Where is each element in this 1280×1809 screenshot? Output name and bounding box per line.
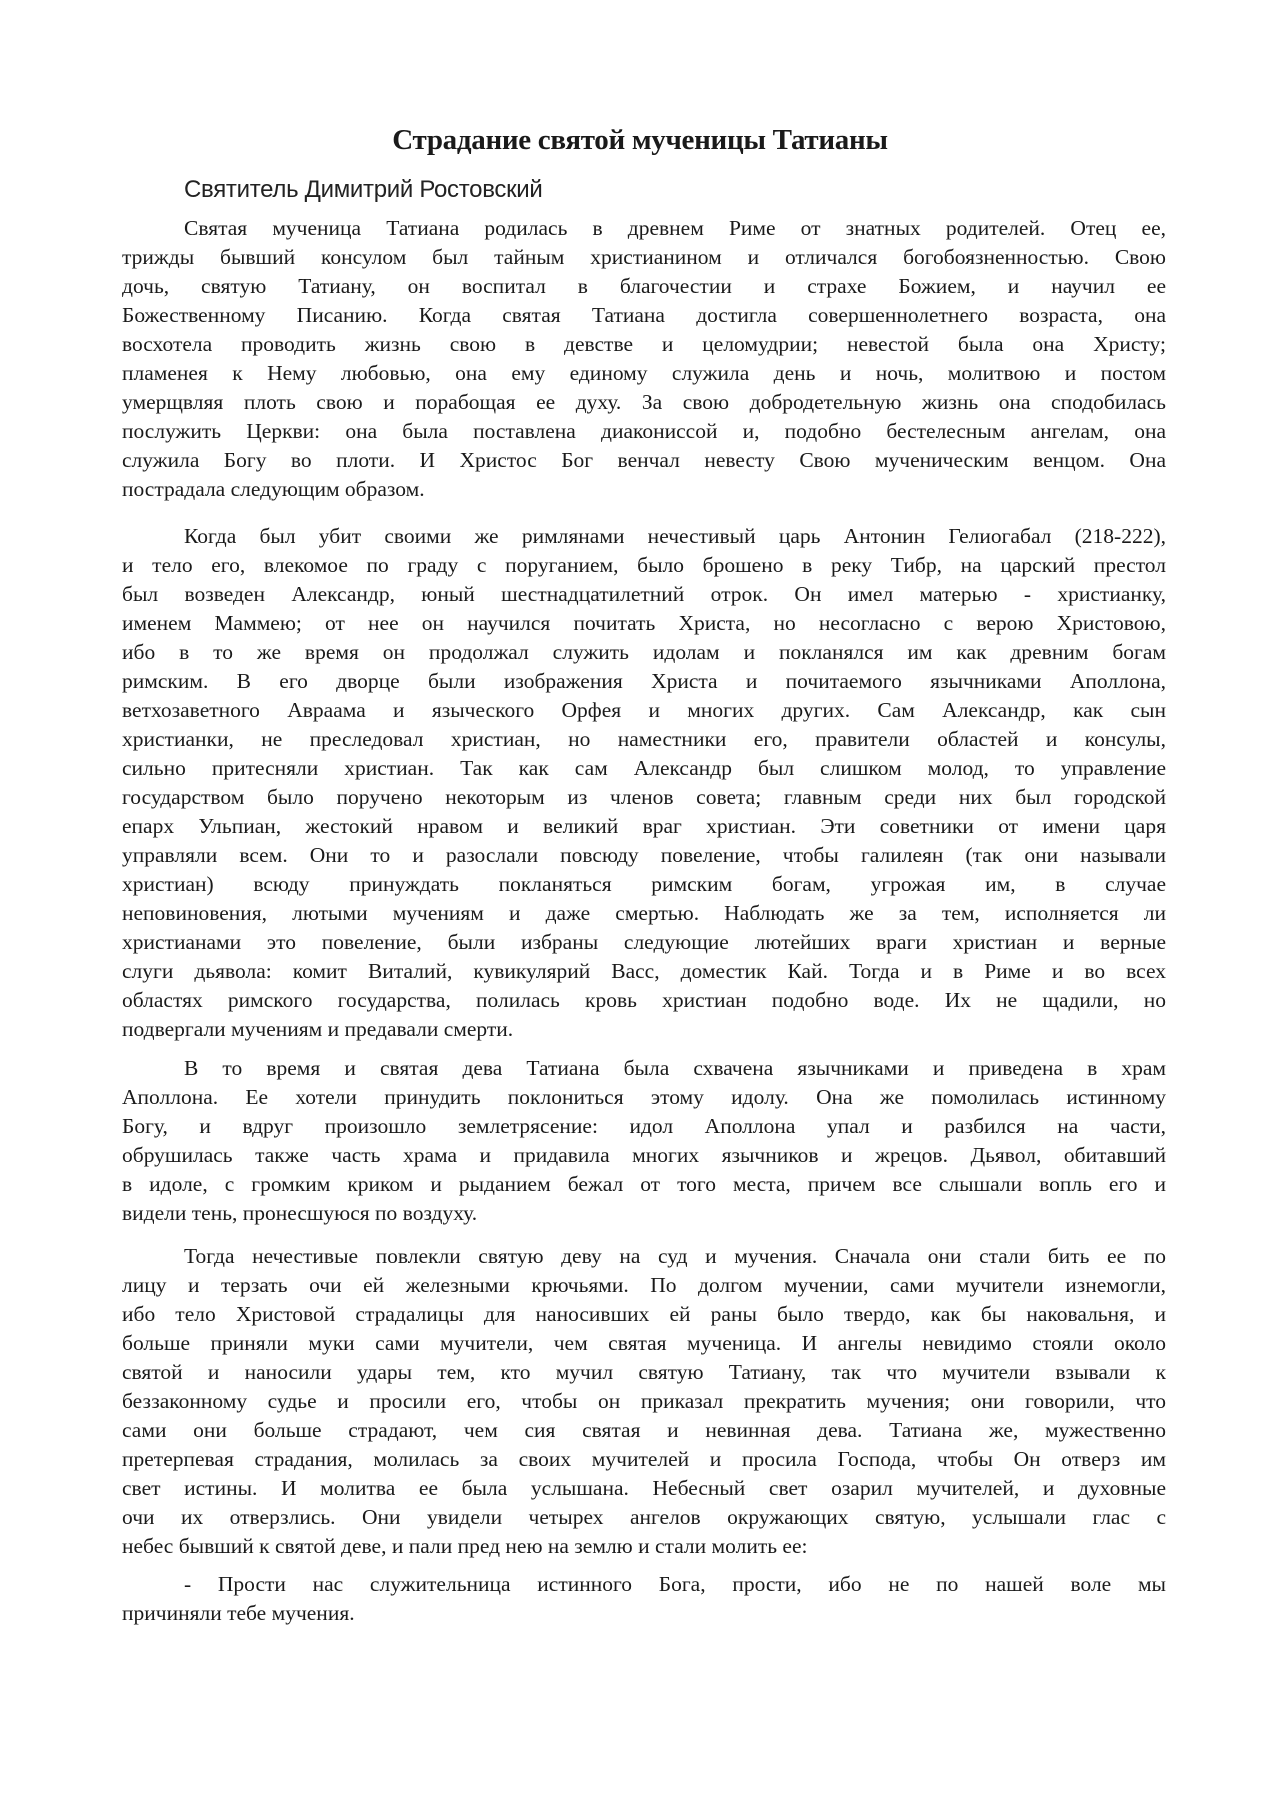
paragraph-5: [122, 1570, 1166, 1628]
text-line: обрушилась также часть храма и придавила многих язычников и жрецов. Дьявол, обитавший: [122, 1143, 1166, 1167]
paragraph-1: [122, 214, 1166, 504]
text-line: святой и наносили удары тем, кто мучил святую Татиану, так что мучители взывали к: [122, 1360, 1166, 1384]
document-title: Страдание святой мученицы Татианы: [392, 124, 888, 156]
text-line: сильно притесняли христиан. Так как сам Александр был слишком молод, то управление: [122, 756, 1166, 780]
paragraph-4: [122, 1242, 1166, 1561]
text-line: подвергали мучениям и предавали смерти.: [122, 1017, 514, 1041]
text-line: небес бывший к святой деве, и пали пред нею на землю и стали молить ее:: [122, 1534, 808, 1558]
text-line: послужить Церкви: она была поставлена диакониссой и, подобно бестелесным ангелам, она: [122, 419, 1166, 443]
text-line: именем Маммею; от нее он научился почитать Христа, но несогласно с верою Христовою,: [122, 611, 1166, 635]
paragraph-2: [122, 522, 1166, 1044]
text-line: был возведен Александр, юный шестнадцатилетний отрок. Он имел матерью - христианку,: [122, 582, 1166, 606]
text-line: епарх Ульпиан, жестокий нравом и великий враг христиан. Эти советники от имени царя: [122, 814, 1166, 838]
text-line: В то время и святая дева Татиана была схвачена язычниками и приведена в храм: [184, 1056, 1166, 1080]
text-line: свет истины. И молитва ее была услышана. Небесный свет озарил мучителей, и духовные: [122, 1476, 1166, 1500]
text-line: претерпевая страдания, молилась за своих мучителей и просила Господа, чтобы Он отверз им: [122, 1447, 1166, 1471]
text-line: ветхозаветного Авраама и языческого Орфея и многих других. Сам Александр, как сын: [122, 698, 1166, 722]
text-line: Когда был убит своими же римлянами нечестивый царь Антонин Гелиогабал (218-222),: [184, 524, 1166, 548]
text-line: Аполлона. Ее хотели принудить поклониться этому идолу. Она же помолилась истинному: [122, 1085, 1166, 1109]
text-line: дочь, святую Татиану, он воспитал в благочестии и страхе Божием, и научил ее: [122, 274, 1166, 298]
text-line: ибо тело Христовой страдалицы для наносивших ей раны было твердо, как бы наковальня, и: [122, 1302, 1166, 1326]
text-line: неповиновения, лютыми мучениям и даже смертью. Наблюдать же за тем, исполняется ли: [122, 901, 1166, 925]
text-line: христиан) всюду принуждать покланяться римским богам, угрожая им, в случае: [122, 872, 1166, 896]
text-line: христианки, не преследовал христиан, но наместники его, правители областей и консулы,: [122, 727, 1166, 751]
text-line: умерщвляя плоть свою и порабощая ее духу. За свою добродетельную жизнь она сподобилась: [122, 390, 1166, 414]
text-line: лицу и терзать очи ей железными крючьями. По долгом мучении, сами мучители изнемогли,: [122, 1273, 1166, 1297]
text-line: - Прости нас служительница истинного Бога, прости, ибо не по нашей воле мы: [184, 1572, 1166, 1596]
text-line: восхотела проводить жизнь свою в девстве и целомудрии; невестой была она Христу;: [122, 332, 1166, 356]
document-author: Святитель Димитрий Ростовский: [184, 176, 543, 203]
text-line: видели тень, пронесшуюся по воздуху.: [122, 1201, 478, 1225]
text-line: христианами это повеление, были избраны следующие лютейших враги христиан и верные: [122, 930, 1166, 954]
text-line: Богу, и вдруг произошло землетрясение: идол Аполлона упал и разбился на части,: [122, 1114, 1166, 1138]
text-line: управляли всем. Они то и разослали повсюду повеление, чтобы галилеян (так они называли: [122, 843, 1166, 867]
text-line: беззаконному судье и просили его, чтобы он приказал прекратить мучения; они говорили, что: [122, 1389, 1166, 1413]
text-line: государством было поручено некоторым из членов совета; главным среди них был городской: [122, 785, 1166, 809]
text-line: в идоле, с громким криком и рыданием бежал от того места, причем все слышали вопль его и: [122, 1172, 1166, 1196]
text-line: очи их отверзлись. Они увидели четырех ангелов окружающих святую, услышали глас с: [122, 1505, 1166, 1529]
text-line: сами они больше страдают, чем сия святая и невинная дева. Татиана же, мужественно: [122, 1418, 1166, 1442]
text-line: пострадала следующим образом.: [122, 477, 425, 501]
text-line: Святая мученица Татиана родилась в древнем Риме от знатных родителей. Отец ее,: [184, 216, 1166, 240]
text-line: служила Богу во плоти. И Христос Бог венчал невесту Свою мученическим венцом. Она: [122, 448, 1166, 472]
text-line: областях римского государства, полилась кровь христиан подобно воде. Их не щадили, но: [122, 988, 1166, 1012]
text-line: римским. В его дворце были изображения Христа и почитаемого язычниками Аполлона,: [122, 669, 1166, 693]
text-line: трижды бывший консулом был тайным христианином и отличался богобоязненностью. Свою: [122, 245, 1166, 269]
text-line: слуги дьявола: комит Виталий, кувикулярий Васс, доместик Кай. Тогда и в Риме и во всех: [122, 959, 1166, 983]
text-line: причиняли тебе мучения.: [122, 1601, 355, 1625]
text-line: и тело его, влекомое по граду с поруганием, было брошено в реку Тибр, на царский престол: [122, 553, 1166, 577]
text-line: больше приняли муки сами мучители, чем святая мученица. И ангелы невидимо стояли около: [122, 1331, 1166, 1355]
text-line: ибо в то же время он продолжал служить идолам и покланялся им как древним богам: [122, 640, 1166, 664]
text-line: Тогда нечестивые повлекли святую деву на суд и мучения. Сначала они стали бить ее по: [184, 1244, 1166, 1268]
paragraph-3: [122, 1054, 1166, 1228]
text-line: пламенея к Нему любовью, она ему единому служила день и ночь, молитвою и постом: [122, 361, 1166, 385]
text-line: Божественному Писанию. Когда святая Татиана достигла совершеннолетнего возраста, она: [122, 303, 1166, 327]
